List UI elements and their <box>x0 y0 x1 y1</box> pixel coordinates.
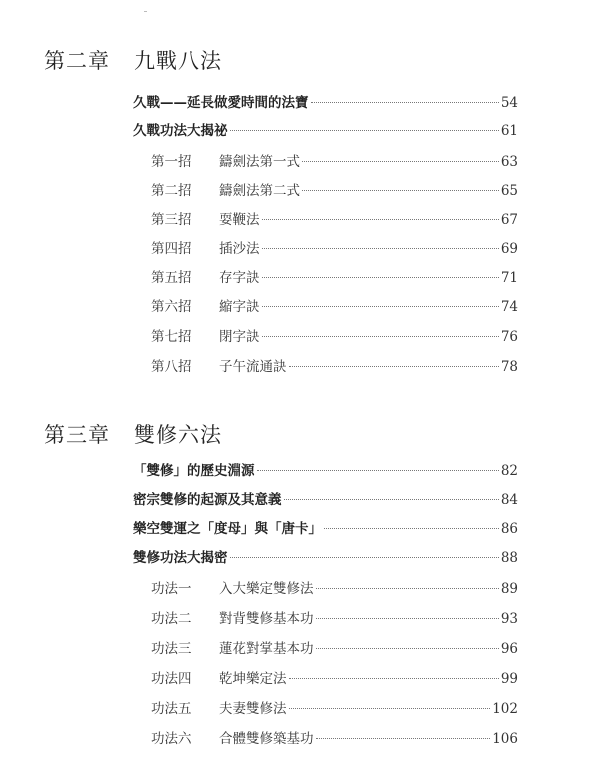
dot-leader <box>257 470 499 471</box>
toc-section-entry[interactable] <box>133 460 518 482</box>
entry-label: 第五招 <box>151 270 192 286</box>
chapter-number: 第三章 <box>44 423 110 447</box>
dot-leader <box>324 528 499 529</box>
entry-title: 鑄劍法第二式 <box>219 183 300 199</box>
entry-label: 功法三 <box>151 641 192 657</box>
toc-item-entry[interactable] <box>151 728 518 750</box>
entry-label: 第二招 <box>151 183 192 199</box>
scan-speck <box>144 11 147 12</box>
entry-title: 鑄劍法第一式 <box>219 154 300 170</box>
page-number: 106 <box>492 731 518 747</box>
entry-title: 耍鞭法 <box>219 212 260 228</box>
entry-title: 存字訣 <box>219 270 260 286</box>
toc-item-entry[interactable] <box>151 698 518 720</box>
dot-leader <box>311 102 499 103</box>
entry-title: 對背雙修基本功 <box>219 611 314 627</box>
entry-title: 雙修功法大揭密 <box>133 550 228 566</box>
chapter-heading <box>44 49 222 73</box>
entry-title: 乾坤樂定法 <box>219 671 287 687</box>
dot-leader <box>262 219 499 220</box>
toc-item-entry[interactable] <box>151 209 518 231</box>
dot-leader <box>230 130 499 131</box>
entry-label: 功法五 <box>151 701 192 717</box>
entry-title: 密宗雙修的起源及其意義 <box>133 492 282 508</box>
page-number: 71 <box>500 270 518 286</box>
dot-leader <box>302 161 499 162</box>
dot-leader <box>316 738 491 739</box>
dot-leader <box>289 366 499 367</box>
page-number: 93 <box>500 611 518 627</box>
toc-item-entry[interactable] <box>151 326 518 348</box>
page-number: 61 <box>500 123 518 139</box>
toc-item-entry[interactable] <box>151 668 518 690</box>
page-number: 76 <box>500 329 518 345</box>
entry-label: 第三招 <box>151 212 192 228</box>
dot-leader <box>302 190 499 191</box>
page-number: 78 <box>500 359 518 375</box>
chapter-number: 第二章 <box>44 49 110 73</box>
page-number: 65 <box>500 183 518 199</box>
entry-title: 入大樂定雙修法 <box>219 581 314 597</box>
toc-item-entry[interactable] <box>151 151 518 173</box>
page-number: 63 <box>500 154 518 170</box>
toc-item-entry[interactable] <box>151 296 518 318</box>
toc-item-entry[interactable] <box>151 356 518 378</box>
page-number: 84 <box>500 492 518 508</box>
dot-leader <box>262 277 499 278</box>
dot-leader <box>230 557 499 558</box>
dot-leader <box>262 306 499 307</box>
page-number: 99 <box>500 671 518 687</box>
chapter-title: 九戰八法 <box>134 49 222 73</box>
entry-title: 「雙修」的歷史淵源 <box>133 463 255 479</box>
dot-leader <box>284 499 499 500</box>
entry-label: 功法六 <box>151 731 192 747</box>
entry-title: 插沙法 <box>219 241 260 257</box>
toc-item-entry[interactable] <box>151 638 518 660</box>
page-number: 96 <box>500 641 518 657</box>
entry-title: 夫妻雙修法 <box>219 701 287 717</box>
toc-section-entry[interactable] <box>133 547 518 569</box>
entry-title: 子午流通訣 <box>219 359 287 375</box>
toc-item-entry[interactable] <box>151 578 518 600</box>
page-number: 74 <box>500 299 518 315</box>
page-number: 86 <box>500 521 518 537</box>
page-number: 54 <box>500 95 518 111</box>
dot-leader <box>316 648 499 649</box>
toc-item-entry[interactable] <box>151 608 518 630</box>
entry-label: 第一招 <box>151 154 192 170</box>
entry-label: 第七招 <box>151 329 192 345</box>
dot-leader <box>316 588 499 589</box>
toc-section-entry[interactable] <box>133 92 518 114</box>
page-number: 82 <box>500 463 518 479</box>
dot-leader <box>262 336 499 337</box>
entry-label: 第四招 <box>151 241 192 257</box>
dot-leader <box>289 708 491 709</box>
entry-title: 久戰功法大揭祕 <box>133 123 228 139</box>
entry-title: 縮字訣 <box>219 299 260 315</box>
dot-leader <box>289 678 499 679</box>
entry-title: 樂空雙運之「度母」與「唐卡」 <box>133 521 322 537</box>
toc-section-entry[interactable] <box>133 120 518 142</box>
page-number: 102 <box>492 701 518 717</box>
entry-label: 功法一 <box>151 581 192 597</box>
page-number: 88 <box>500 550 518 566</box>
entry-title: 蓮花對掌基本功 <box>219 641 314 657</box>
dot-leader <box>262 248 499 249</box>
entry-title: 閉字訣 <box>219 329 260 345</box>
page-number: 69 <box>500 241 518 257</box>
entry-title: 久戰——延長做愛時間的法寶 <box>133 95 309 111</box>
toc-item-entry[interactable] <box>151 267 518 289</box>
entry-label: 第六招 <box>151 299 192 315</box>
dot-leader <box>316 618 499 619</box>
entry-label: 功法二 <box>151 611 192 627</box>
entry-label: 第八招 <box>151 359 192 375</box>
chapter-title: 雙修六法 <box>134 423 222 447</box>
entry-title: 合體雙修築基功 <box>219 731 314 747</box>
toc-section-entry[interactable] <box>133 518 518 540</box>
page-number: 67 <box>500 212 518 228</box>
page-number: 89 <box>500 581 518 597</box>
toc-section-entry[interactable] <box>133 489 518 511</box>
entry-label: 功法四 <box>151 671 192 687</box>
toc-item-entry[interactable] <box>151 238 518 260</box>
chapter-heading <box>44 423 222 447</box>
toc-item-entry[interactable] <box>151 180 518 202</box>
